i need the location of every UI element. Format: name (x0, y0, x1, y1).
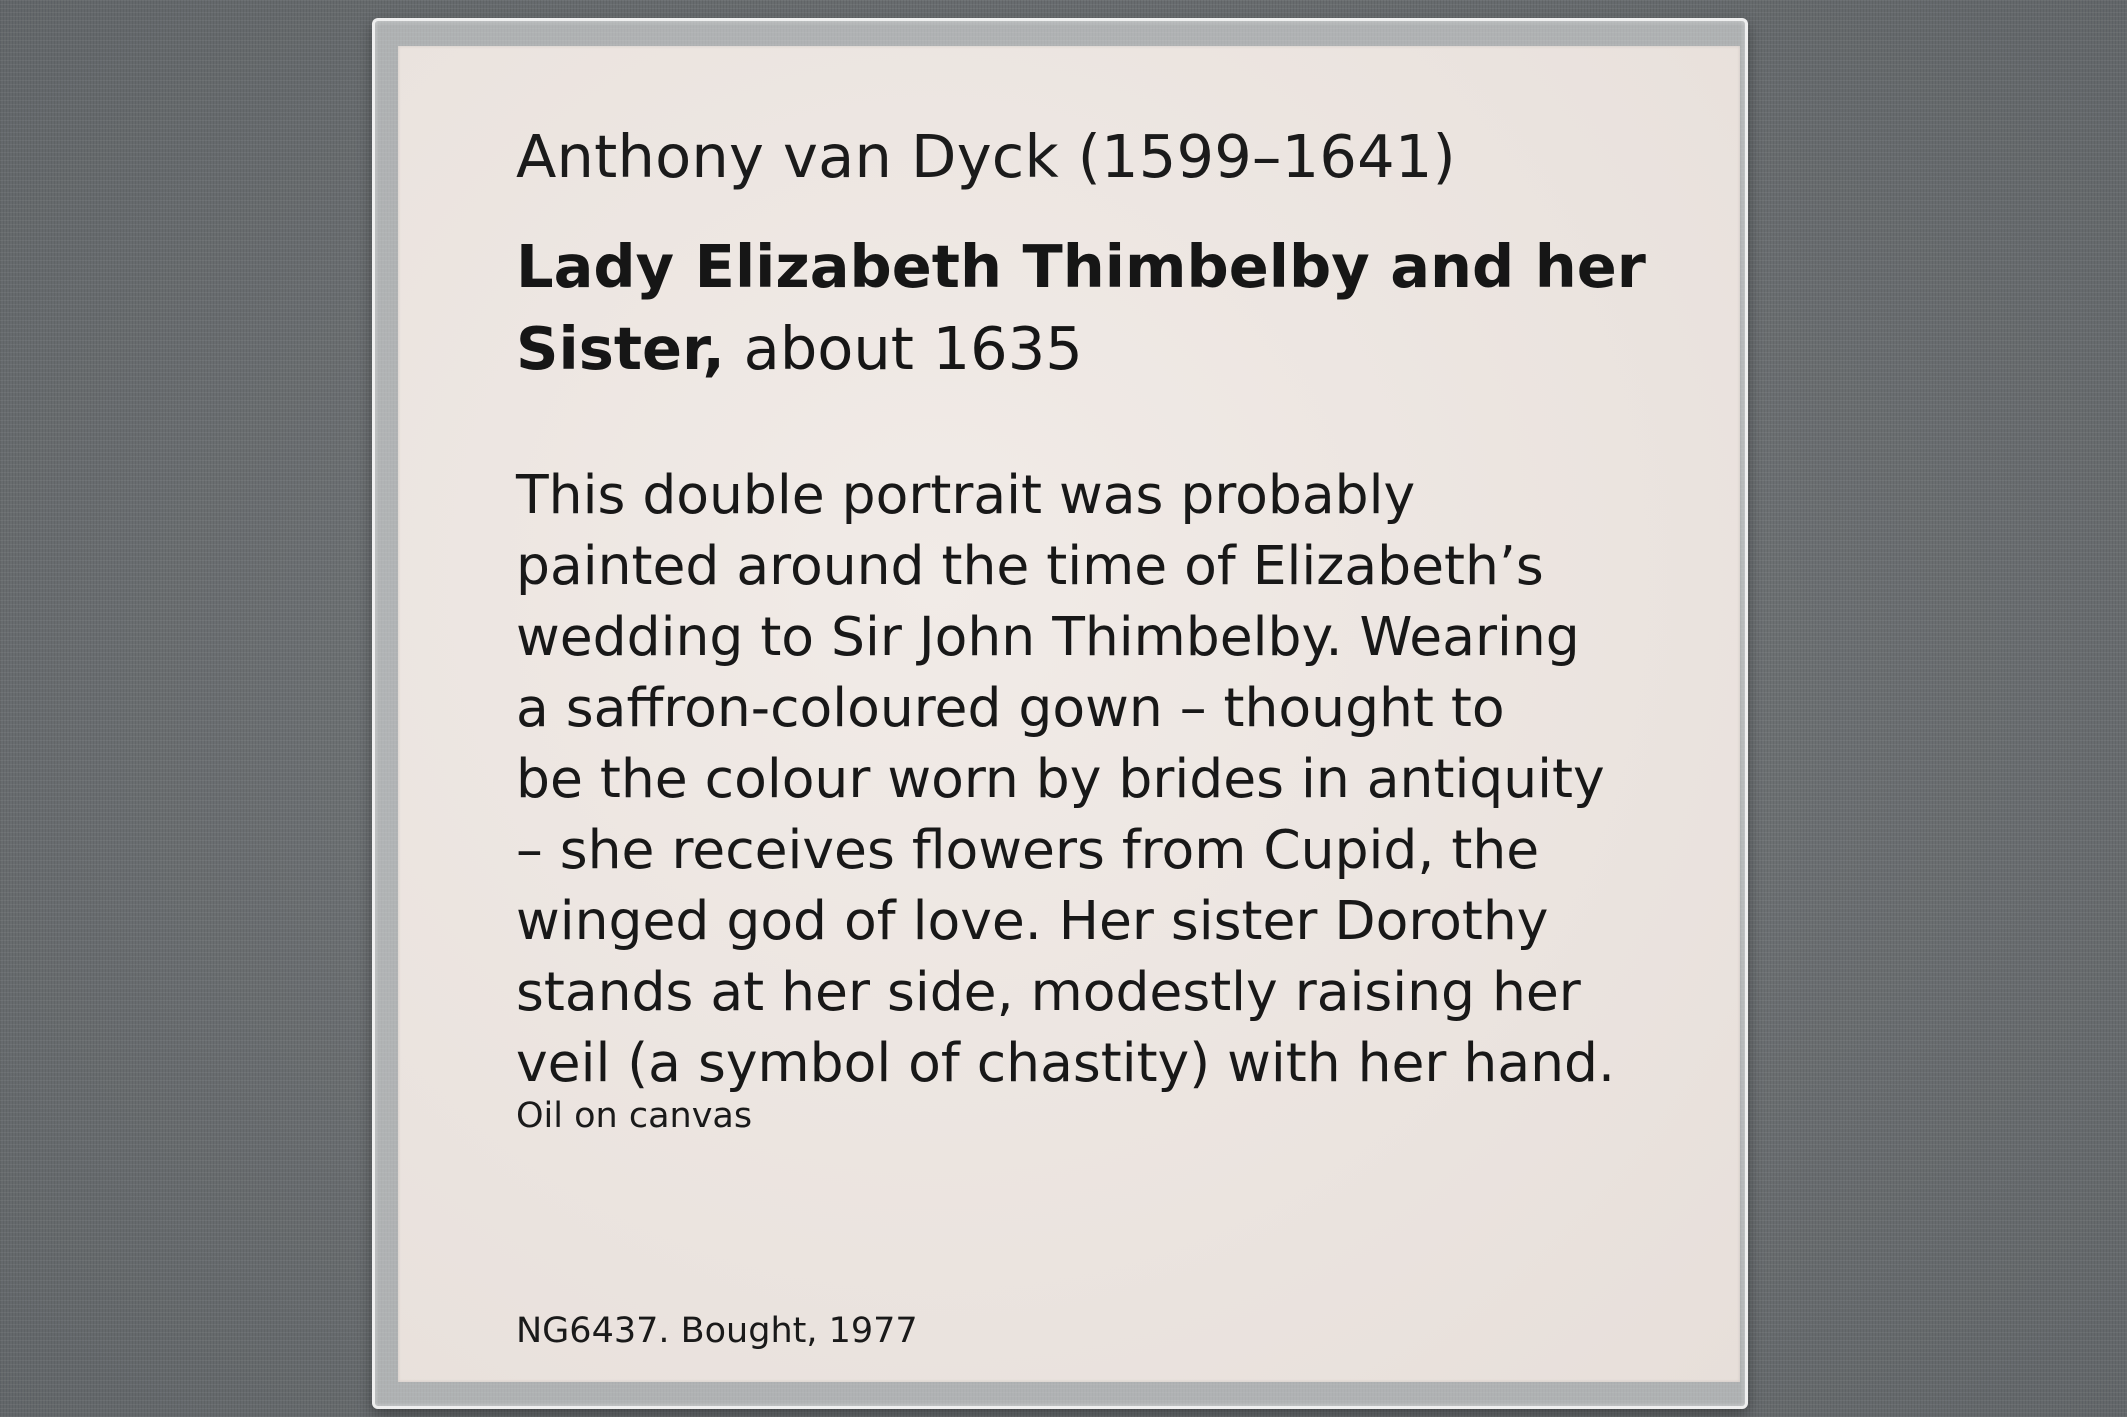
artist-name: Anthony van Dyck (1599–1641) (516, 122, 1456, 191)
accession-credit: NG6437. Bought, 1977 (516, 1311, 918, 1351)
title-line-2: Sister, (516, 314, 725, 383)
artwork-date: about 1635 (724, 314, 1083, 383)
description-line: This double portrait was probably (516, 463, 1416, 526)
description-line: be the colour worn by brides in antiquity (516, 747, 1605, 810)
description-line: a saffron-coloured gown – thought to (516, 676, 1505, 739)
description-line: winged god of love. Her sister Dorothy (516, 889, 1549, 952)
artwork-title (516, 226, 1696, 390)
description-line: painted around the time of Elizabeth’s (516, 534, 1544, 597)
artwork-medium: Oil on canvas (516, 1096, 753, 1136)
description-line: veil (a symbol of chastity) with her hand. (516, 1031, 1615, 1094)
title-line-1: Lady Elizabeth Thimbelby and her (516, 232, 1646, 301)
museum-label-card (398, 46, 1740, 1382)
description-line: wedding to Sir John Thimbelby. Wearing (516, 605, 1580, 668)
description-line: – she receives flowers from Cupid, the (516, 818, 1540, 881)
description-line: stands at her side, modestly raising her (516, 960, 1581, 1023)
artwork-description (516, 459, 1706, 1098)
